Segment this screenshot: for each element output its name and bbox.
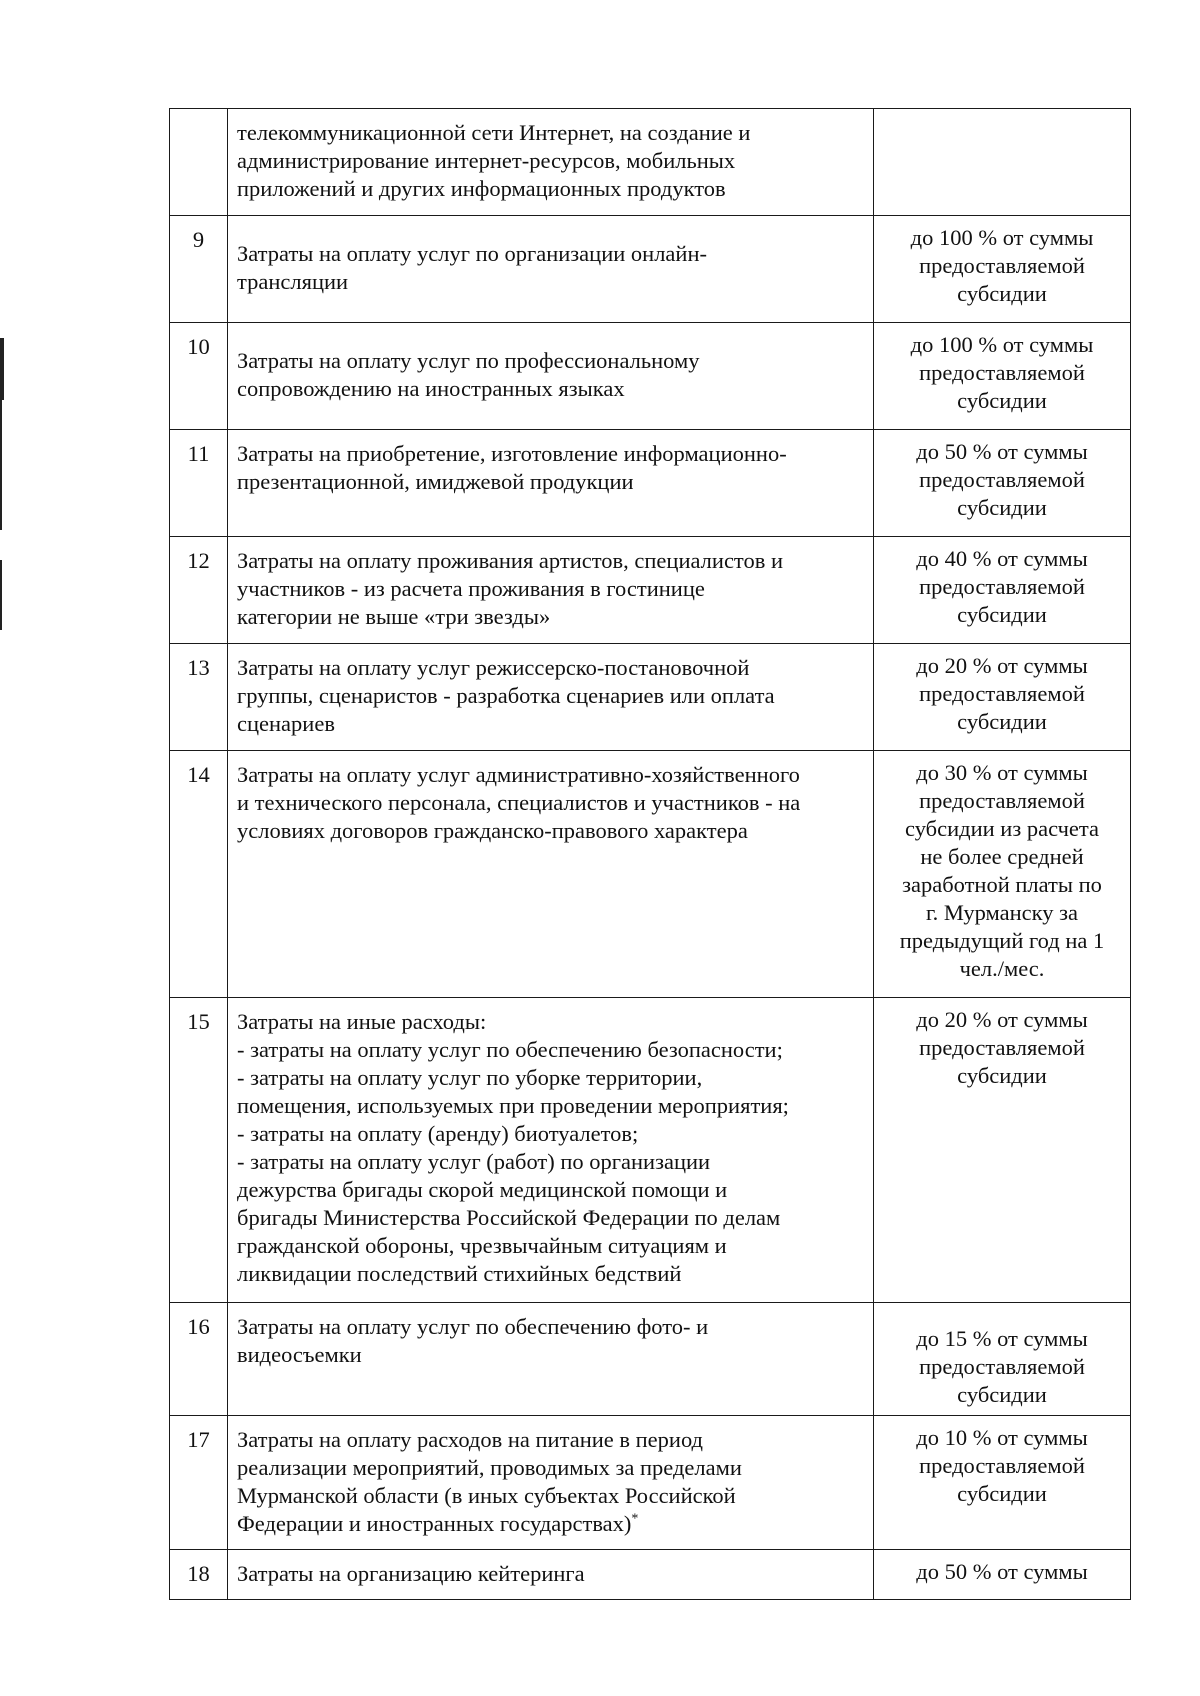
description-line: Затраты на оплату услуг по организации онлайн-: [237, 241, 707, 266]
description-line: Затраты на оплату услуг по обеспечению фото- и: [237, 1314, 709, 1339]
description-line: ликвидации последствий стихийных бедствий: [237, 1261, 682, 1286]
amount-line: субсидии: [957, 388, 1047, 413]
description-line: условиях договоров гражданско-правового характера: [237, 818, 748, 843]
description-line: Мурманской области (в иных субъектах Российской: [237, 1483, 736, 1508]
row-number: 17: [170, 1416, 228, 1550]
row-number: 13: [170, 644, 228, 751]
scan-edge-mark: [0, 338, 4, 400]
amount-line: до 20 % от суммы: [916, 653, 1088, 678]
amount-line: предоставляемой: [919, 1035, 1085, 1060]
table-row: [170, 644, 1131, 751]
table-row: [170, 1303, 1131, 1416]
row-amount: [874, 998, 1131, 1303]
scan-edge-mark: [0, 560, 2, 630]
amount-line: предыдущий год на 1: [899, 928, 1105, 953]
table-row: [170, 1416, 1131, 1550]
amount-line: до 30 % от суммы: [916, 760, 1088, 785]
row-amount: [874, 1550, 1131, 1600]
description-line: участников - из расчета проживания в гостинице: [237, 576, 705, 601]
description-line: сценариев: [237, 711, 335, 736]
description-line: группы, сценаристов - разработка сценариев или оплата: [237, 683, 775, 708]
amount-line: до 10 % от суммы: [916, 1425, 1088, 1450]
description-line: презентационной, имиджевой продукции: [237, 469, 634, 494]
amount-line: заработной платы по: [902, 872, 1102, 897]
scan-edge-mark: [0, 400, 2, 530]
amount-line: предоставляемой: [919, 1354, 1085, 1379]
description-line: и технического персонала, специалистов и участников - на: [237, 790, 801, 815]
description-line: гражданской обороны, чрезвычайным ситуациям и: [237, 1233, 727, 1258]
row-number: [170, 109, 228, 216]
amount-line: чел./мес.: [959, 956, 1045, 981]
description-line: администрирование интернет-ресурсов, мобильных: [237, 148, 736, 173]
amount-line: субсидии: [957, 495, 1047, 520]
row-number: 9: [170, 216, 228, 323]
description-line: - затраты на оплату услуг по уборке территории,: [237, 1065, 703, 1090]
table-row: [170, 537, 1131, 644]
amount-line: субсидии: [957, 602, 1047, 627]
row-description: [228, 109, 874, 216]
amount-line: до 20 % от суммы: [916, 1007, 1088, 1032]
table-row: [170, 998, 1131, 1303]
description-line: помещения, используемых при проведении мероприятия;: [237, 1093, 789, 1118]
amount-line: до 50 % от суммы: [916, 1559, 1088, 1584]
amount-line: субсидии: [957, 709, 1047, 734]
description-line: реализации мероприятий, проводимых за пределами: [237, 1455, 742, 1480]
row-number: 10: [170, 323, 228, 430]
description-line: видеосъемки: [237, 1342, 362, 1367]
description-text: Федерации и иностранных государствах): [237, 1511, 632, 1536]
amount-line: предоставляемой: [919, 253, 1085, 278]
amount-line: предоставляемой: [919, 467, 1085, 492]
amount-line: предоставляемой: [919, 681, 1085, 706]
amount-line: не более средней: [920, 844, 1084, 869]
description-line: трансляции: [237, 269, 349, 294]
amount-line: субсидии: [957, 1063, 1047, 1088]
description-line: дежурства бригады скорой медицинской помощи и: [237, 1177, 728, 1202]
description-line: телекоммуникационной сети Интернет, на создание и: [237, 120, 751, 145]
row-amount: [874, 1416, 1131, 1550]
amount-line: предоставляемой: [919, 574, 1085, 599]
description-line: - затраты на оплату услуг (работ) по организации: [237, 1149, 711, 1174]
row-description: [228, 430, 874, 537]
row-number: 18: [170, 1550, 228, 1600]
description-line: Затраты на оплату услуг режиссерско-постановочной: [237, 655, 750, 680]
description-line: бригады Министерства Российской Федерации по делам: [237, 1205, 781, 1230]
row-description: [228, 751, 874, 998]
table-row: [170, 323, 1131, 430]
row-amount: [874, 323, 1131, 430]
description-line: Затраты на организацию кейтеринга: [237, 1561, 585, 1586]
amount-line: субсидии: [957, 281, 1047, 306]
row-description: [228, 537, 874, 644]
row-description: [228, 1416, 874, 1550]
row-number: 11: [170, 430, 228, 537]
table-row: [170, 109, 1131, 216]
row-amount: [874, 751, 1131, 998]
cost-items-table: [169, 108, 1131, 1600]
description-line: Затраты на иные расходы:: [237, 1009, 487, 1034]
row-amount: [874, 644, 1131, 751]
row-amount: [874, 430, 1131, 537]
row-description: [228, 644, 874, 751]
description-line: Затраты на оплату проживания артистов, специалистов и: [237, 548, 784, 573]
description-line: Затраты на оплату услуг по профессиональному: [237, 348, 700, 373]
description-line: - затраты на оплату услуг по обеспечению безопасности;: [237, 1037, 783, 1062]
amount-line: предоставляемой: [919, 1453, 1085, 1478]
row-amount: [874, 1303, 1131, 1416]
row-description: [228, 998, 874, 1303]
description-line: Затраты на оплату расходов на питание в период: [237, 1427, 704, 1452]
table-row: [170, 751, 1131, 998]
description-line: приложений и других информационных продуктов: [237, 176, 726, 201]
amount-line: субсидии: [957, 1481, 1047, 1506]
row-number: 12: [170, 537, 228, 644]
description-line: Затраты на приобретение, изготовление информационно-: [237, 441, 787, 466]
table-row: [170, 216, 1131, 323]
row-number: 16: [170, 1303, 228, 1416]
description-line: категории не выше «три звезды»: [237, 604, 551, 629]
amount-line: до 100 % от суммы: [910, 332, 1094, 357]
row-description: [228, 323, 874, 430]
row-amount: [874, 216, 1131, 323]
amount-line: до 40 % от суммы: [916, 546, 1088, 571]
amount-line: г. Мурманску за: [925, 900, 1078, 925]
amount-line: предоставляемой: [919, 788, 1085, 813]
amount-line: субсидии: [957, 1382, 1047, 1407]
amount-line: субсидии из расчета: [905, 816, 1099, 841]
row-description: [228, 216, 874, 323]
description-line: сопровождению на иностранных языках: [237, 376, 625, 401]
row-description: [228, 1303, 874, 1416]
row-amount: [874, 537, 1131, 644]
footnote-mark: *: [631, 1511, 639, 1527]
amount-line: до 50 % от суммы: [916, 439, 1088, 464]
description-line: Затраты на оплату услуг административно-хозяйственного: [237, 762, 800, 787]
row-amount: [874, 109, 1131, 216]
table-row: [170, 1550, 1131, 1600]
row-description: [228, 1550, 874, 1600]
amount-line: предоставляемой: [919, 360, 1085, 385]
amount-line: до 15 % от суммы: [916, 1326, 1088, 1351]
row-number: 14: [170, 751, 228, 998]
row-number: 15: [170, 998, 228, 1303]
amount-line: до 100 % от суммы: [910, 225, 1094, 250]
description-line: [237, 1510, 867, 1538]
description-line: - затраты на оплату (аренду) биотуалетов;: [237, 1121, 639, 1146]
table-row: [170, 430, 1131, 537]
